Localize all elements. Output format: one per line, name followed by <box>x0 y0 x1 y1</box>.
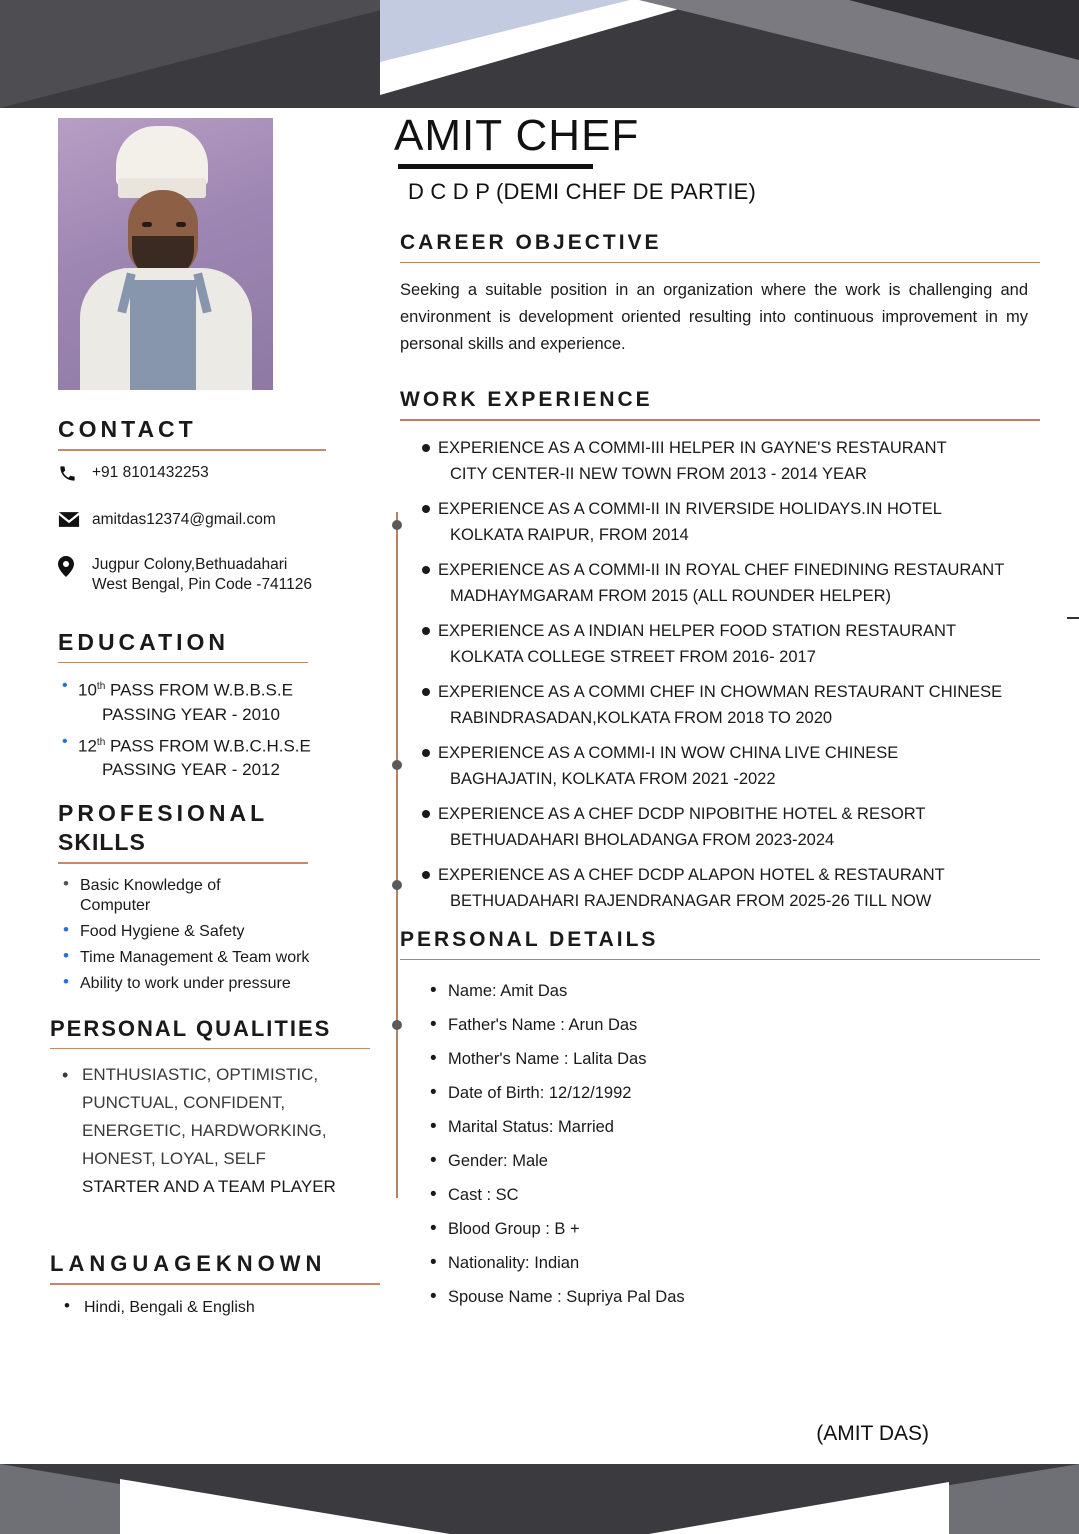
skill-0-line1: Basic Knowledge of <box>80 876 221 894</box>
envelope-icon <box>58 510 92 533</box>
personal-details-list <box>392 974 1042 1314</box>
education-1-year: PASSING YEAR - 2012 <box>102 760 280 780</box>
bottom-band <box>0 1464 1079 1534</box>
skills-heading-line2: SKILLS <box>58 829 146 856</box>
experience-item <box>392 740 1042 792</box>
skill-3-line1: Ability to work under pressure <box>80 974 291 992</box>
personal-detail-item: • Blood Group : B + <box>392 1212 1042 1246</box>
education-0-year: PASSING YEAR - 2010 <box>102 704 280 724</box>
quality-line-1: PUNCTUAL, CONFIDENT, <box>82 1093 286 1113</box>
experience-item <box>392 679 1042 731</box>
education-1-pre: 12 <box>78 736 97 756</box>
experience-7-line1: EXPERIENCE AS A CHEF DCDP ALAPON HOTEL & RESTAURANT <box>438 865 945 884</box>
top-right-dark-triangle <box>849 0 1079 60</box>
personal-detail-item: • Cast : SC <box>392 1178 1042 1212</box>
experience-item <box>392 557 1042 609</box>
personal-detail-item: • Date of Birth: 12/12/1992 <box>392 1076 1042 1110</box>
work-experience-heading: WORK EXPERIENCE <box>400 388 653 412</box>
personal-detail-item: • Name: Amit Das <box>392 974 1042 1008</box>
personal-detail-item: • Marital Status: Married <box>392 1110 1042 1144</box>
languages-divider <box>50 1283 380 1285</box>
right-column <box>392 110 1042 1314</box>
experience-1-line1: EXPERIENCE AS A COMMI-II IN RIVERSIDE HOLIDAYS.IN HOTEL <box>438 499 942 518</box>
quality-line-4: STARTER AND A TEAM PLAYER <box>82 1177 336 1197</box>
career-objective-heading: CAREER OBJECTIVE <box>400 231 662 254</box>
experience-0-line1: EXPERIENCE AS A COMMI-III HELPER IN GAYNE'S RESTAURANT <box>438 438 947 457</box>
apron-shape <box>130 280 196 390</box>
experience-2-line1: EXPERIENCE AS A COMMI-II IN ROYAL CHEF FINEDINING RESTAURANT <box>438 560 1005 579</box>
contact-divider <box>58 449 326 451</box>
skill-item <box>58 876 380 916</box>
education-divider <box>58 662 308 664</box>
skill-1-line1: Food Hygiene & Safety <box>80 922 245 940</box>
languages-heading: LANGUAGEKNOWN <box>50 1251 327 1277</box>
qualities-item <box>58 1061 380 1089</box>
quality-line-0: ENTHUSIASTIC, OPTIMISTIC, <box>82 1065 319 1085</box>
left-eye-shape <box>142 222 152 227</box>
signature-text: (AMIT DAS) <box>816 1422 929 1445</box>
address-line-1: Jugpur Colony,Bethuadahari <box>92 555 288 573</box>
experience-0-line2: CITY CENTER-II NEW TOWN FROM 2013 - 2014 YEAR <box>450 464 867 483</box>
left-column <box>40 118 380 1319</box>
skill-2-line1: Time Management & Team work <box>80 948 310 966</box>
experience-6-line2: BETHUADAHARI BHOLADANGA FROM 2023-2024 <box>450 830 835 849</box>
contact-address-text <box>92 555 312 595</box>
skill-item <box>58 974 380 994</box>
experience-item <box>392 862 1042 914</box>
work-experience-list <box>392 435 1042 914</box>
personal-detail-item: • Spouse Name : Supriya Pal Das <box>392 1280 1042 1314</box>
bottom-white-triangle <box>120 1479 450 1534</box>
right-eye-shape <box>176 222 186 227</box>
education-1-post: PASS FROM W.B.C.H.S.E <box>105 736 311 756</box>
experience-2-line2: MADHAYMGARAM FROM 2015 (ALL ROUNDER HELPER) <box>450 586 891 605</box>
contact-email-text: amitdas12374@gmail.com <box>92 510 276 528</box>
job-title: D C D P (DEMI CHEF DE PARTIE) <box>408 179 757 204</box>
experience-3-line1: EXPERIENCE AS A INDIAN HELPER FOOD STATION RESTAURANT <box>438 621 957 640</box>
bottom-right-gray-triangle <box>649 1464 1079 1534</box>
experience-item <box>392 618 1042 670</box>
personal-detail-item: • Mother's Name : Lalita Das <box>392 1042 1042 1076</box>
personal-details-heading: PERSONAL DETAILS <box>400 927 659 951</box>
timeline-dot <box>392 1020 402 1030</box>
work-experience-divider <box>400 419 1040 420</box>
chef-hat-shape <box>116 126 208 186</box>
experience-6-line1: EXPERIENCE AS A CHEF DCDP NIPOBITHE HOTEL & RESORT <box>438 804 926 823</box>
contact-email-row[interactable] <box>58 510 380 533</box>
experience-item <box>392 801 1042 853</box>
education-item <box>58 731 380 759</box>
address-line-2: West Bengal, Pin Code -741126 <box>92 575 313 593</box>
top-band <box>0 0 1079 108</box>
timeline-dot <box>392 520 402 530</box>
name-underline <box>398 164 593 169</box>
timeline-dot <box>392 880 402 890</box>
top-white-triangle <box>380 0 710 95</box>
education-1-sup: th <box>96 736 106 748</box>
bottom-left-gray-triangle <box>0 1464 420 1534</box>
skill-0-line2: Computer <box>80 896 151 914</box>
personal-detail-item: • Gender: Male <box>392 1144 1042 1178</box>
top-left-gray-triangle <box>0 0 420 108</box>
experience-item <box>392 435 1042 487</box>
profile-photo <box>58 118 273 390</box>
top-lavender-triangle <box>380 0 630 62</box>
personal-detail-item: • Nationality: Indian <box>392 1246 1042 1280</box>
skills-heading-line1: PROFESIONAL <box>58 800 269 827</box>
quality-line-2: ENERGETIC, HARDWORKING, <box>82 1121 327 1141</box>
education-0-post: PASS FROM W.B.B.S.E <box>105 680 293 700</box>
personal-detail-item: • Father's Name : Arun Das <box>392 1008 1042 1042</box>
qualities-heading: PERSONAL QUALITIES <box>50 1015 332 1041</box>
contact-phone-text: +91 8101432253 <box>92 463 209 481</box>
contact-phone-row[interactable] <box>58 463 380 488</box>
experience-5-line2: BAGHAJATIN, KOLKATA FROM 2021 -2022 <box>450 769 776 788</box>
contact-address-row[interactable] <box>58 555 380 595</box>
experience-3-line2: KOLKATA COLLEGE STREET FROM 2016- 2017 <box>450 647 816 666</box>
skills-divider <box>58 862 308 864</box>
page-title: AMIT CHEF <box>394 111 640 160</box>
skill-item <box>58 922 380 942</box>
bottom-right-white-triangle <box>649 1482 949 1534</box>
contact-heading: CONTACT <box>58 416 197 442</box>
education-item <box>58 675 380 703</box>
education-0-pre: 10 <box>78 680 97 700</box>
experience-4-line2: RABINDRASADAN,KOLKATA FROM 2018 TO 2020 <box>450 708 833 727</box>
language-item: • Hindi, Bengali & English <box>58 1297 380 1319</box>
career-objective-divider <box>400 262 1040 263</box>
experience-4-line1: EXPERIENCE AS A COMMI CHEF IN CHOWMAN RESTAURANT CHINESE <box>438 682 1003 701</box>
career-objective-text: Seeking a suitable position in an organization where the work is challenging and environment is development oriented resulting into continuous improvement in my personal skills and experience. <box>400 281 1028 354</box>
page-edge-tick <box>1067 617 1079 619</box>
experience-timeline-rail <box>396 512 398 1198</box>
timeline-dot <box>392 760 402 770</box>
quality-line-3: HONEST, LOYAL, SELF <box>82 1149 266 1169</box>
skill-item <box>58 948 380 968</box>
phone-icon <box>58 463 92 488</box>
qualities-divider <box>50 1048 370 1050</box>
education-heading: EDUCATION <box>58 628 230 655</box>
education-0-sup: th <box>96 681 106 692</box>
personal-details-divider <box>400 959 1040 960</box>
experience-1-line2: KOLKATA RAIPUR, FROM 2014 <box>450 525 689 544</box>
map-pin-icon <box>58 555 92 582</box>
experience-5-line1: EXPERIENCE AS A COMMI-I IN WOW CHINA LIVE CHINESE <box>438 743 899 762</box>
experience-item <box>392 496 1042 548</box>
experience-7-line2: BETHUADAHARI RAJENDRANAGAR FROM 2025-26 TILL NOW <box>450 891 932 910</box>
top-right-gray-triangle <box>639 0 1079 108</box>
